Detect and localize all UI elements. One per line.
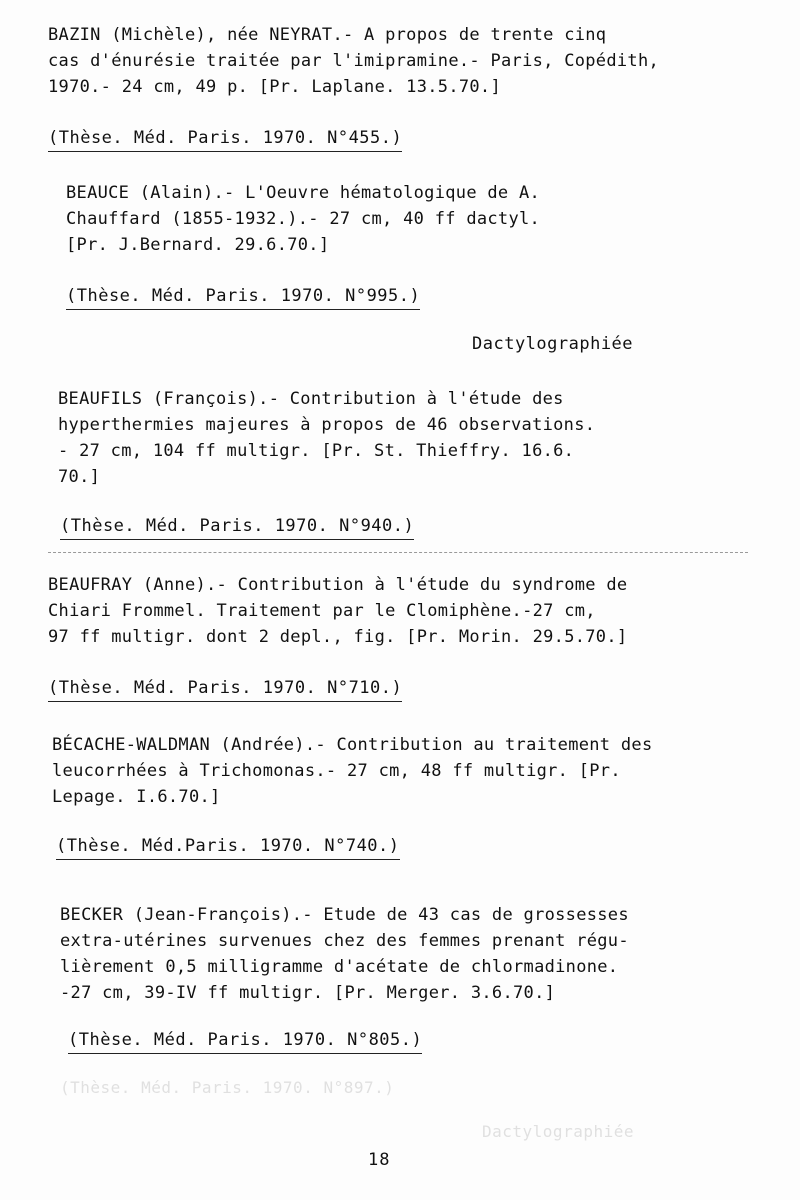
- entry-line: Chiari Frommel. Traitement par le Clomiphène.-27 cm,: [48, 601, 596, 621]
- bibliographic-entry: [60, 902, 629, 1006]
- entry-line: leucorrhées à Trichomonas.- 27 cm, 48 ff multigr. [Pr.: [52, 761, 621, 781]
- entry-line: lièrement 0,5 milligramme d'acétate de chlormadinone.: [60, 957, 619, 977]
- typed-note: Dactylographiée: [472, 334, 634, 354]
- bibliographic-entry: [58, 386, 595, 490]
- entry-line: BÉCACHE-WALDMAN (Andrée).- Contribution au traitement des: [52, 735, 653, 755]
- bibliographic-entry: [52, 732, 653, 810]
- entry-line: - 27 cm, 104 ff multigr. [Pr. St. Thieffry. 16.6.: [58, 441, 575, 461]
- entry-line: [Pr. J.Bernard. 29.6.70.]: [66, 235, 330, 255]
- section-divider: [48, 552, 748, 553]
- entry-line: 97 ff multigr. dont 2 depl., fig. [Pr. Morin. 29.5.70.]: [48, 627, 628, 647]
- thesis-citation: (Thèse. Méd.Paris. 1970. N°740.): [56, 834, 400, 860]
- thesis-citation: (Thèse. Méd. Paris. 1970. N°940.): [60, 514, 414, 540]
- entry-line: cas d'énurésie traitée par l'imipramine.- Paris, Copédith,: [48, 51, 660, 71]
- ghost-text-citation: (Thèse. Méd. Paris. 1970. N°897.): [60, 1078, 395, 1097]
- bibliographic-entry: [48, 22, 659, 100]
- bibliographic-entry: [66, 180, 540, 258]
- entry-line: BEAUCE (Alain).- L'Oeuvre hématologique de A.: [66, 183, 541, 203]
- thesis-citation: (Thèse. Méd. Paris. 1970. N°805.): [68, 1028, 422, 1054]
- entry-line: Chauffard (1855-1932.).- 27 cm, 40 ff dactyl.: [66, 209, 541, 229]
- entry-line: BEAUFRAY (Anne).- Contribution à l'étude du syndrome de: [48, 575, 628, 595]
- thesis-citation: (Thèse. Méd. Paris. 1970. N°455.): [48, 126, 402, 152]
- page-number: 18: [368, 1150, 391, 1170]
- entry-line: BECKER (Jean-François).- Etude de 43 cas de grossesses: [60, 905, 629, 925]
- entry-line: 70.]: [58, 467, 101, 487]
- entry-line: 1970.- 24 cm, 49 p. [Pr. Laplane. 13.5.70.]: [48, 77, 501, 97]
- thesis-citation: (Thèse. Méd. Paris. 1970. N°710.): [48, 676, 402, 702]
- entry-line: extra-utérines survenues chez des femmes prenant régu-: [60, 931, 629, 951]
- entry-line: hyperthermies majeures à propos de 46 observations.: [58, 415, 596, 435]
- thesis-citation: (Thèse. Méd. Paris. 1970. N°995.): [66, 284, 420, 310]
- bibliographic-entry: [48, 572, 627, 650]
- entry-line: BEAUFILS (François).- Contribution à l'étude des: [58, 389, 564, 409]
- entry-line: Lepage. I.6.70.]: [52, 787, 221, 807]
- ghost-text-note: Dactylographiée: [482, 1122, 634, 1141]
- entry-line: BAZIN (Michèle), née NEYRAT.- A propos de trente cinq: [48, 25, 607, 45]
- entry-line: -27 cm, 39-IV ff multigr. [Pr. Merger. 3.6.70.]: [60, 983, 556, 1003]
